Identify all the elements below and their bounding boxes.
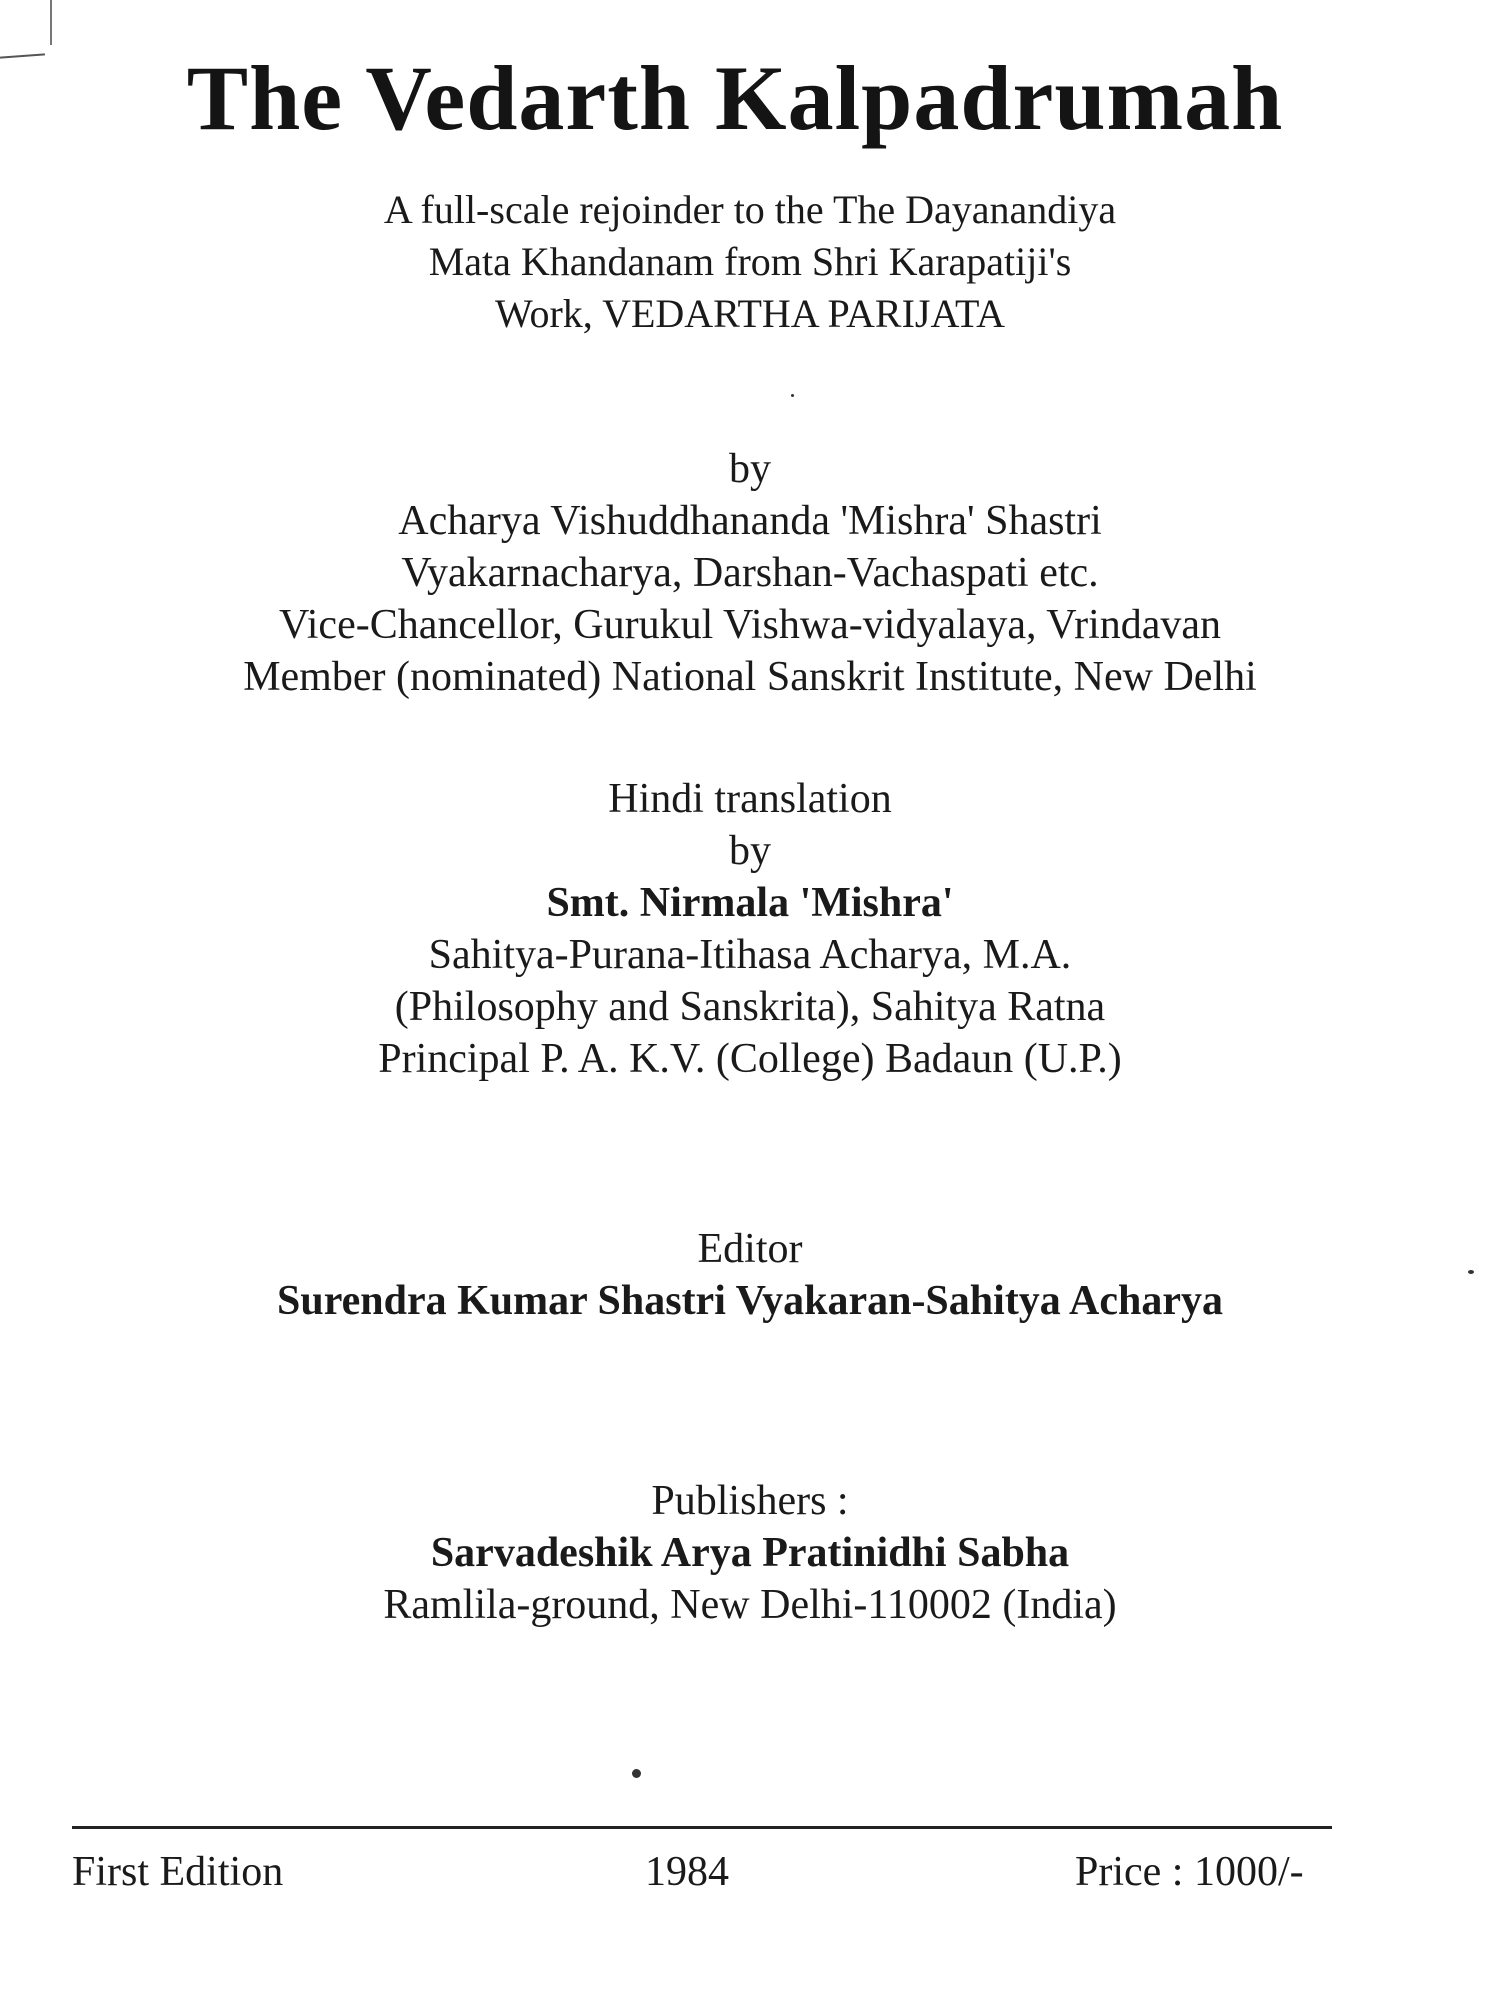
translator-name: Smt. Nirmala 'Mishra' xyxy=(546,880,954,926)
footer-rule xyxy=(72,1826,1332,1829)
publisher-name: Sarvadeshik Arya Pratinidhi Sabha xyxy=(430,1530,1070,1576)
translator-credential-3: Principal P. A. K.V. (College) Badaun (U.P.) xyxy=(378,1036,1122,1082)
book-title: The Vedarth Kalpadrumah xyxy=(186,47,1284,149)
subtitle-line-3: Work, VEDARTHA PARIJATA xyxy=(494,291,1006,336)
author-credential-1: Vyakarnacharya, Darshan-Vachaspati etc. xyxy=(401,550,1099,596)
translator-credential-2: (Philosophy and Sanskrita), Sahitya Ratna xyxy=(394,984,1106,1030)
editor-name: Surendra Kumar Shastri Vyakaran-Sahitya Acharya xyxy=(277,1278,1223,1324)
subtitle-line-2: Mata Khandanam from Shri Karapatiji's xyxy=(428,239,1072,284)
edition-label: First Edition xyxy=(72,1849,284,1895)
author-name: Acharya Vishuddhananda 'Mishra' Shastri xyxy=(398,498,1102,544)
edition-year: 1984 xyxy=(645,1849,729,1895)
ink-speck xyxy=(632,1769,641,1778)
ink-speck xyxy=(791,394,794,397)
price-label: Price : 1000/- xyxy=(1075,1849,1304,1895)
author-credential-3: Member (nominated) National Sanskrit Institute, New Delhi xyxy=(243,654,1257,700)
publisher-label: Publishers : xyxy=(651,1478,849,1524)
author-credential-2: Vice-Chancellor, Gurukul Vishwa-vidyalaya, Vrindavan xyxy=(278,602,1222,648)
publisher-address: Ramlila-ground, New Delhi-110002 (India) xyxy=(383,1582,1117,1628)
translator-credential-1: Sahitya-Purana-Itihasa Acharya, M.A. xyxy=(428,932,1072,978)
translation-by: by xyxy=(729,828,771,874)
editor-label: Editor xyxy=(697,1226,803,1272)
subtitle-line-1: A full-scale rejoinder to the The Dayanandiya xyxy=(383,187,1117,232)
author-by: by xyxy=(729,446,771,492)
scan-artifact xyxy=(50,0,52,45)
translation-label: Hindi translation xyxy=(608,776,892,822)
scan-artifact xyxy=(0,53,45,58)
ink-speck xyxy=(1468,1270,1474,1274)
